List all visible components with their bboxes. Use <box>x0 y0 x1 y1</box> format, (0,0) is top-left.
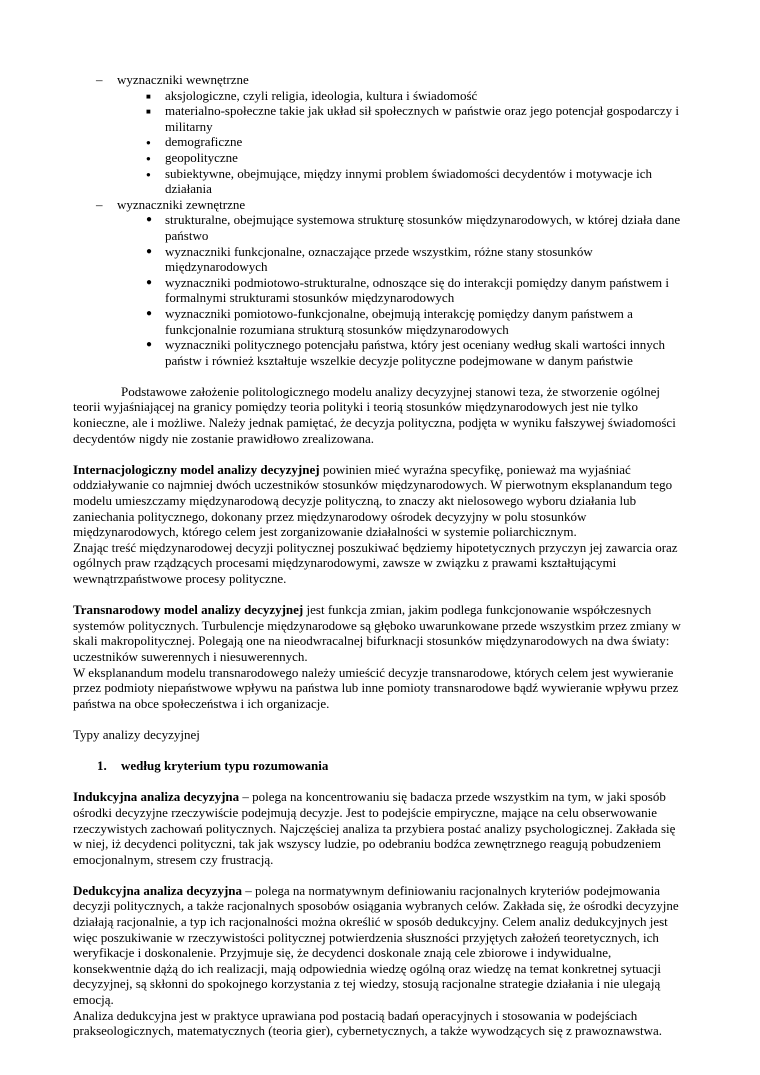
list-item <box>73 244 685 275</box>
list-item-text: materialno-społeczne takie jak układ sił społecznych w państwie oraz jego potencjał gospodarczy i militarny <box>165 103 680 134</box>
round-bullet-icon: ● <box>146 276 153 288</box>
page-content <box>73 72 685 1039</box>
round-bullet-icon: ● <box>146 339 153 351</box>
list-item <box>73 134 685 150</box>
list-item-text: strukturalne, obejmujące systemowa strukturę stosunków międzynarodowych, w której działa dane państwo <box>165 212 681 243</box>
intro-paragraph: Podstawowe założenie politologicznego modelu analizy decyzyjnej stanowi teza, że stworzenie ogólnej teorii wyjaśniającej na granicy pomiędzy teoria polityki i teorią stosunków międzynarodowych jest nie tylko konieczne, ale i możliwe. Należy jednak pamiętać, że decyzja polityczna, podjęta w wyniku fałszywej świadomości decydentów nigdy nie zostanie prawidłowo zrealizowana. <box>73 383 676 446</box>
list-item <box>73 337 685 368</box>
determinants-list <box>73 197 685 213</box>
paragraph-text: powinien mieć wyraźna specyfikę, ponieważ ma wyjaśniać oddziaływanie co najmniej dwóch uczestników stosunków międzynarodowych. W pierwotnym eksplanandum tego modelu umieszczamy międzynarodową decyzje polityczną, to znaczy akt nielosowego wyboru działania lub zaniechania politycznego, dokonany przez międzynarodowy ośrodek decyzyjny w polu stosunków międzynarodowych, którego celem jest zorganizowanie działalności w systemie poliarchicznym. <box>73 461 673 540</box>
numbered-heading <box>73 758 685 774</box>
external-determinants-label: wyznaczniki zewnętrzne <box>117 196 246 212</box>
list-item-text: wyznaczniki pomiotowo-funkcjonalne, obejmują interakcję pomiędzy danym państwem a funkcjonalnie rozumiana strukturą stosunków międzynarodowych <box>165 305 633 337</box>
list-item <box>73 212 685 243</box>
dedukcyjna-paragraph-continued: Analiza dedukcyjna jest w praktyce uprawiana pod postacią badań operacyjnych i stosowania w podejściach prakseologicznych, matematycznych (teoria gier), cybernetycznych, a także wywodzących się z prawoznawstwa. <box>73 1007 663 1039</box>
section-heading: Typy analizy decyzyjnej <box>73 726 200 742</box>
heading-number: 1. <box>97 758 107 774</box>
round-bullet-icon: ● <box>146 214 153 226</box>
dash-bullet: – <box>96 196 103 212</box>
term-heading: Indukcyjna analiza decyzyjna <box>73 789 240 805</box>
internal-determinants-label: wyznaczniki wewnętrzne <box>117 72 249 87</box>
term-heading: Transnarodowy model analizy decyzyjnej <box>73 602 304 618</box>
term-heading: Internacjologiczny model analizy decyzyjnej <box>73 461 320 477</box>
list-item-text: aksjologiczne, czyli religia, ideologia, kultura i świadomość <box>165 87 478 103</box>
list-item-text: geopolityczne <box>165 149 238 165</box>
internacjologiczny-paragraph-continued: Znając treść międzynarodowej decyzji politycznej poszukiwać będziemy hipotetycznych przyczyn jej zawarcia oraz ogólnych praw rządzących procesami międzynarodowymi, zawsze w związku z prawami kształtującymi wewnątrzpaństwowe procesy polityczne. <box>73 539 678 586</box>
term-heading: Dedukcyjna analiza decyzyjna <box>73 882 242 898</box>
round-bullet-icon: ● <box>146 169 151 179</box>
round-bullet-icon: ● <box>146 245 153 257</box>
indukcyjna-paragraph <box>73 789 685 867</box>
list-item <box>73 197 685 213</box>
paragraph-text: jest funkcja zmian, jakim podlega funkcjonowanie współczesnych systemów politycznych. Turbulencje międzynarodowe są głęboko uwarunkowane przede wszystkim przez zmiany w skali makropolitycznej. Polegają one na nieodwracalnej bifurknacji stosunków międzynarodowych na dwa światy: uczestników suwerennych i niesuwerennych. <box>73 602 681 664</box>
dash-bullet: – <box>96 72 103 87</box>
round-bullet-icon: ● <box>146 307 153 319</box>
transnarodowy-paragraph-continued: W eksplanandum modelu transnarodowego należy umieścić decyzje transnarodowe, których celem jest wywieranie przez podmioty niepaństwowe wpływu na państwa lub inne pomioty transnarodowe bądź wywieranie wpływu przez państwa na obce społeczeństwa i ich organizacje. <box>73 664 679 711</box>
internacjologiczny-paragraph <box>73 462 685 540</box>
determinants-list <box>73 72 685 88</box>
list-item <box>73 88 685 104</box>
list-item <box>73 166 685 197</box>
list-item-text: wyznaczniki funkcjonalne, oznaczające przede wszystkim, różne stany stosunków międzynarodowych <box>165 243 593 275</box>
list-item-text: wyznaczniki politycznego potencjału państwa, który jest oceniany według skali wartości innych państw i również kształtuje wszelkie decyzje polityczne podejmowane w danym państwie <box>165 337 665 368</box>
round-bullet-icon: ● <box>146 138 151 148</box>
internal-determinants-list <box>73 88 685 197</box>
list-item-text: wyznaczniki podmiotowo-strukturalne, odnoszące się do interakcji pomiędzy danym państwem i formalnymi strukturami stosunków międzynarodowych <box>165 274 669 306</box>
list-item <box>73 275 685 306</box>
heading-text: według kryterium typu rozumowania <box>121 758 329 774</box>
list-item <box>73 72 685 88</box>
external-determinants-list <box>73 212 685 368</box>
list-item <box>73 150 685 166</box>
square-bullet-icon: ■ <box>146 91 151 101</box>
list-item-text: demograficzne <box>165 134 243 150</box>
dedukcyjna-paragraph <box>73 883 685 1008</box>
paragraph-text: – polega na koncentrowaniu się badacza przede wszystkim na tym, w jaki sposób ośrodki decyzyjne rzeczywiście podejmują decyzje. Jest to podejście empiryczne, mające na celu obserwowanie rzeczywistych zachowań politycznych. Najczęściej analiza ta przybiera postać analizy psychologicznej. Zakłada się w niej, iż decydenci polityczni, tak jak wszyscy ludzie, po odebraniu bodźca zewnętrznego reagują pobudzeniem emocjonalnym, stresem czy frustracją. <box>73 789 676 867</box>
list-item <box>73 306 685 337</box>
paragraph-text: – polega na normatywnym definiowaniu racjonalnych kryteriów podejmowania decyzji politycznych, a także racjonalnych sposobów osiągania wybranych celów. Zakłada się, że ośrodki decyzyjne działają racjonalnie, a typ ich racjonalności można określić w sposób dedukcyjny. Celem analiz dedukcyjnych jest więc poszukiwanie w rzeczywistości politycznej potwierdzenia słuszności przyjętych założeń teoretycznych, ich weryfikacje i doskonalenie. Przyjmuje się, że decydenci doskonale znają cele zbiorowe i indywidualne, konsekwentnie dążą do ich realizacji, mają odpowiednia wiedzę ogólną oraz wiedzę na temat konkretnej sytuacji decyzyjnej, są skłonni do spokojnego korzystania z tej wiedzy, stosują racjonalne strategie działania i nie ulegają emocją. <box>73 882 679 1008</box>
round-bullet-icon: ● <box>146 153 151 163</box>
transnarodowy-paragraph <box>73 602 685 664</box>
list-item-text: subiektywne, obejmujące, między innymi problem świadomości decydentów i motywacje ich działania <box>165 165 653 197</box>
square-bullet-icon: ■ <box>146 107 151 117</box>
list-item <box>73 103 685 134</box>
